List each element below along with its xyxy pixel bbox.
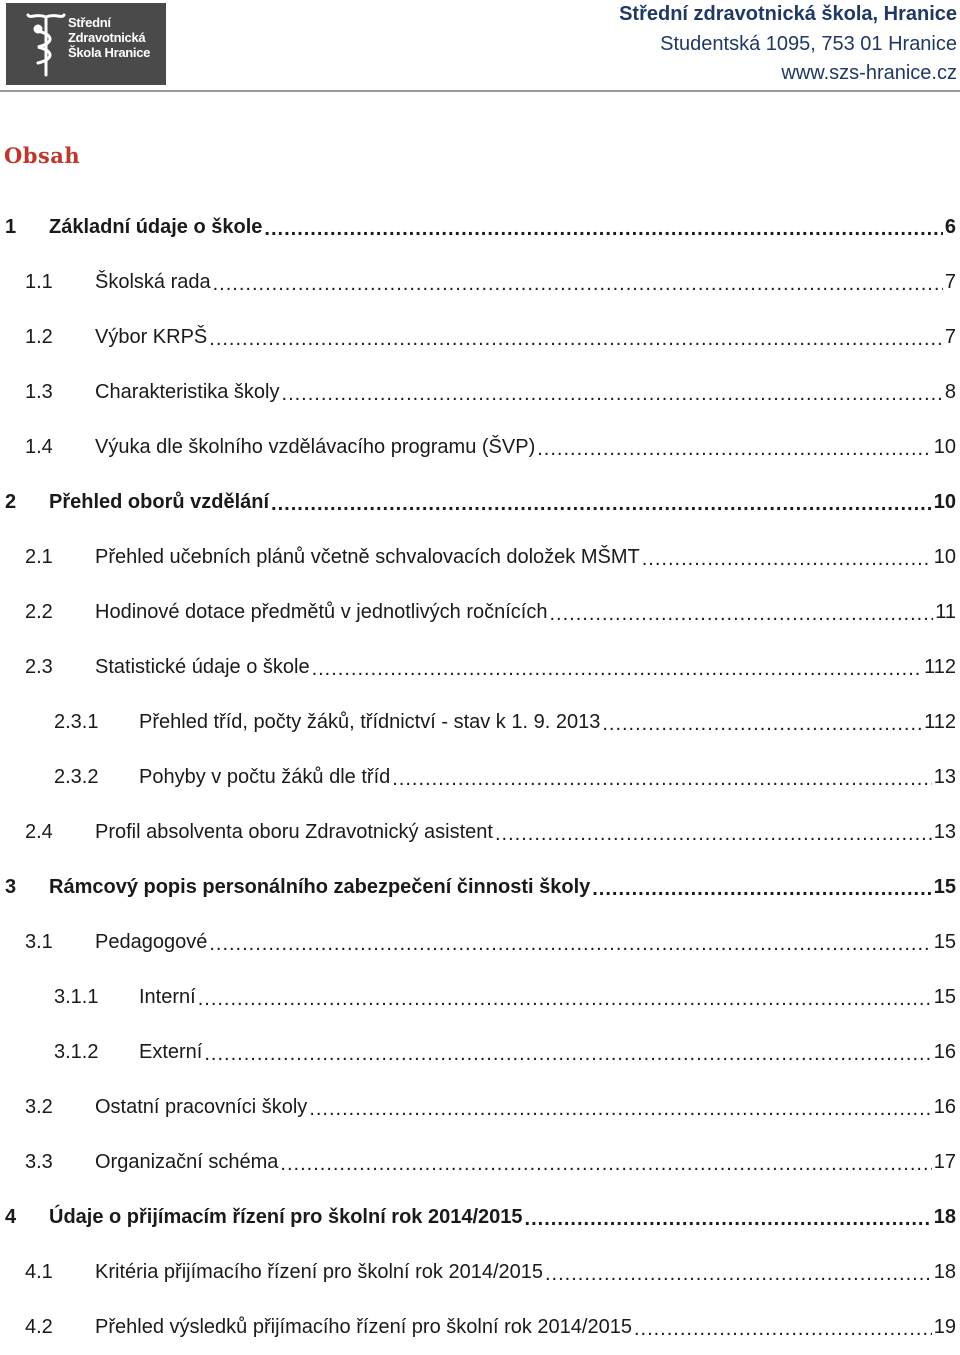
toc-entry-label: Základní údaje o škole [49, 216, 263, 238]
toc-entry-page: 15 [933, 876, 956, 898]
toc-leader-dots [549, 603, 933, 626]
toc-leader-dots [392, 768, 932, 791]
toc-leader-dots [282, 383, 943, 406]
toc-entry-number: 2.4 [25, 821, 53, 843]
toc-entry-page: 10 [933, 491, 956, 513]
toc-entry-number: 3 [5, 876, 17, 898]
toc-entry-label: Rámcový popis personálního zabezpečení činnosti školy [49, 876, 591, 898]
toc-entry[interactable] [0, 255, 956, 310]
toc-entry-number: 3.1 [25, 931, 53, 953]
toc-entry-label: Statistické údaje o škole [95, 656, 310, 678]
toc-leader-dots [634, 1318, 932, 1341]
toc-entry-page: 19 [933, 1316, 956, 1338]
toc-entry-number: 4.1 [25, 1261, 53, 1283]
toc-entry-label: Přehled tříd, počty žáků, třídnictví - stav k 1. 9. 2013 [139, 711, 601, 733]
toc-entry-label: Přehled výsledků přijímacího řízení pro školní rok 2014/2015 [95, 1316, 632, 1338]
toc-entry[interactable] [0, 695, 956, 750]
toc-entry[interactable] [0, 310, 956, 365]
toc-entry-label: Výbor KRPŠ [95, 326, 208, 348]
toc-entry[interactable] [0, 475, 956, 530]
toc-leader-dots [602, 713, 922, 736]
toc-entry-number: 3.2 [25, 1096, 53, 1118]
toc-entry[interactable] [0, 200, 956, 255]
toc-leader-dots [495, 823, 932, 846]
school-website[interactable]: www.szs-hranice.cz [781, 62, 957, 84]
toc-entry-label: Přehled učebních plánů včetně schvalovacích doložek MŠMT [95, 546, 640, 568]
toc-entry-number: 4 [5, 1206, 17, 1228]
toc-entry-number: 1 [5, 216, 17, 238]
toc-entry-label: Profil absolventa oboru Zdravotnický asistent [95, 821, 493, 843]
toc-entry-number: 2 [5, 491, 17, 513]
toc-leader-dots [209, 933, 931, 956]
toc-entry-page: 112 [924, 656, 956, 678]
toc-entry-page: 10 [933, 546, 956, 568]
toc-leader-dots [271, 493, 932, 516]
toc-entry[interactable] [0, 750, 956, 805]
logo-wordmark: Střední Zdravotnická Škola Hranice [68, 15, 151, 60]
toc-entry[interactable] [0, 1245, 956, 1300]
toc-entry-page: 6 [944, 216, 956, 238]
toc-entry-label: Hodinové dotace předmětů v jednotlivých ročnících [95, 601, 548, 623]
toc-leader-dots [525, 1208, 932, 1231]
header-divider [0, 90, 960, 92]
toc-entry-page: 13 [933, 766, 956, 788]
toc-leader-dots [642, 548, 932, 571]
toc-entry-page: 7 [944, 326, 956, 348]
toc-entry-label: Ostatní pracovníci školy [95, 1096, 308, 1118]
toc-leader-dots [592, 878, 932, 901]
toc-entry-label: Údaje o přijímacím řízení pro školní rok 2014/2015 [49, 1206, 523, 1228]
toc-entry-number: 2.3.1 [54, 711, 99, 733]
toc-entry-number: 1.1 [25, 271, 53, 293]
toc-entry-label: Kritéria přijímacího řízení pro školní rok 2014/2015 [95, 1261, 543, 1283]
toc-leader-dots [280, 1153, 931, 1176]
toc-entry-page: 17 [933, 1151, 956, 1173]
school-logo [6, 3, 166, 85]
toc-entry-page: 10 [933, 436, 956, 458]
toc-entry-page: 18 [933, 1206, 956, 1228]
toc-leader-dots [312, 658, 923, 681]
toc-entry-page: 16 [933, 1041, 956, 1063]
toc-leader-dots [209, 328, 943, 351]
toc-leader-dots [198, 988, 932, 1011]
toc-entry-label: Školská rada [95, 271, 211, 293]
toc-entry[interactable] [0, 420, 956, 475]
toc-entry[interactable] [0, 1080, 956, 1135]
toc-entry[interactable] [0, 530, 956, 585]
toc-entry-page: 16 [933, 1096, 956, 1118]
toc-leader-dots [204, 1043, 931, 1066]
toc-entry-label: Charakteristika školy [95, 381, 280, 403]
toc-entry[interactable] [0, 640, 956, 695]
school-address: Studentská 1095, 753 01 Hranice [660, 32, 957, 55]
toc-leader-dots [545, 1263, 932, 1286]
toc-leader-dots [213, 273, 943, 296]
toc-entry-number: 1.4 [25, 436, 53, 458]
toc-entry-page: 15 [933, 986, 956, 1008]
toc-entry-page: 7 [944, 271, 956, 293]
toc-entry-number: 3.3 [25, 1151, 53, 1173]
caduceus-icon [26, 11, 66, 77]
toc-entry-number: 2.1 [25, 546, 53, 568]
toc-entry[interactable] [0, 860, 956, 915]
toc-leader-dots [264, 218, 942, 241]
toc-entry-number: 2.2 [25, 601, 53, 623]
toc-entry-page: 8 [944, 381, 956, 403]
toc-entry[interactable] [0, 1025, 956, 1080]
toc-entry-number: 2.3 [25, 656, 53, 678]
toc-entry[interactable] [0, 970, 956, 1025]
toc-entry-label: Pedagogové [95, 931, 208, 953]
toc-entry-label: Přehled oborů vzdělání [49, 491, 270, 513]
toc-entry-page: 112 [924, 711, 956, 733]
toc-entry-number: 2.3.2 [54, 766, 99, 788]
toc-entry-page: 18 [933, 1261, 956, 1283]
toc-entry-number: 1.2 [25, 326, 53, 348]
toc-leader-dots [537, 438, 932, 461]
toc-entry[interactable] [0, 365, 956, 420]
school-contact [619, 0, 957, 89]
toc-entry-label: Interní [139, 986, 196, 1008]
toc-entry[interactable] [0, 805, 956, 860]
toc-entry-label: Výuka dle školního vzdělávacího programu (ŠVP) [95, 436, 536, 458]
toc-entry-page: 13 [933, 821, 956, 843]
toc-entry-label: Pohyby v počtu žáků dle tříd [139, 766, 391, 788]
toc-entry-page: 11 [935, 601, 956, 623]
school-name: Střední zdravotnická škola, Hranice [619, 3, 957, 25]
toc-entry-number: 3.1.2 [54, 1041, 99, 1063]
toc-entry-number: 3.1.1 [54, 986, 99, 1008]
toc-entry[interactable] [0, 915, 956, 970]
toc-entry-label: Externí [139, 1041, 203, 1063]
toc-entry-page: 15 [933, 931, 956, 953]
toc-entry[interactable] [0, 1135, 956, 1190]
toc-entry[interactable] [0, 585, 956, 640]
page-header [0, 0, 960, 90]
toc-entry-number: 4.2 [25, 1316, 53, 1338]
toc-entry[interactable] [0, 1190, 956, 1245]
toc-leader-dots [309, 1098, 931, 1121]
toc-entry-number: 1.3 [25, 381, 53, 403]
toc-entry-label: Organizační schéma [95, 1151, 279, 1173]
toc-title: Obsah [4, 143, 81, 168]
